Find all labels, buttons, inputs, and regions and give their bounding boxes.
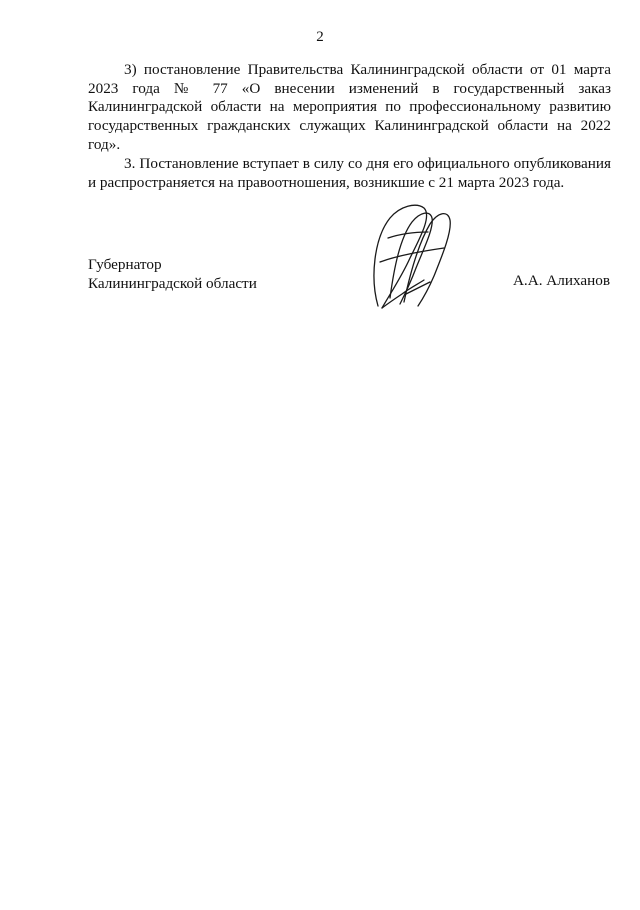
signatory-name: А.А. Алиханов: [512, 272, 610, 289]
page-number: 2: [316, 29, 324, 45]
position-line-2: Калининградской области: [88, 274, 257, 292]
signatory-position: [88, 256, 257, 293]
paragraph-clause-3: 3. Постановление вступает в силу со дня его официального опубликования и распространяется на правоотношения, возникшие с 21 марта 2023 года.: [88, 155, 611, 191]
paragraph-item-3: 3) постановление Правительства Калининградской области от 01 марта 2023 года № 77 «О внесении изменений в государственный заказ Калининградской области на мероприятия по профессиональному развитию государственных гражданских служащих Калининградской области на 2022 год».: [88, 61, 611, 153]
position-line-1: Губернатор: [88, 256, 162, 273]
handwritten-signature: [360, 198, 460, 316]
